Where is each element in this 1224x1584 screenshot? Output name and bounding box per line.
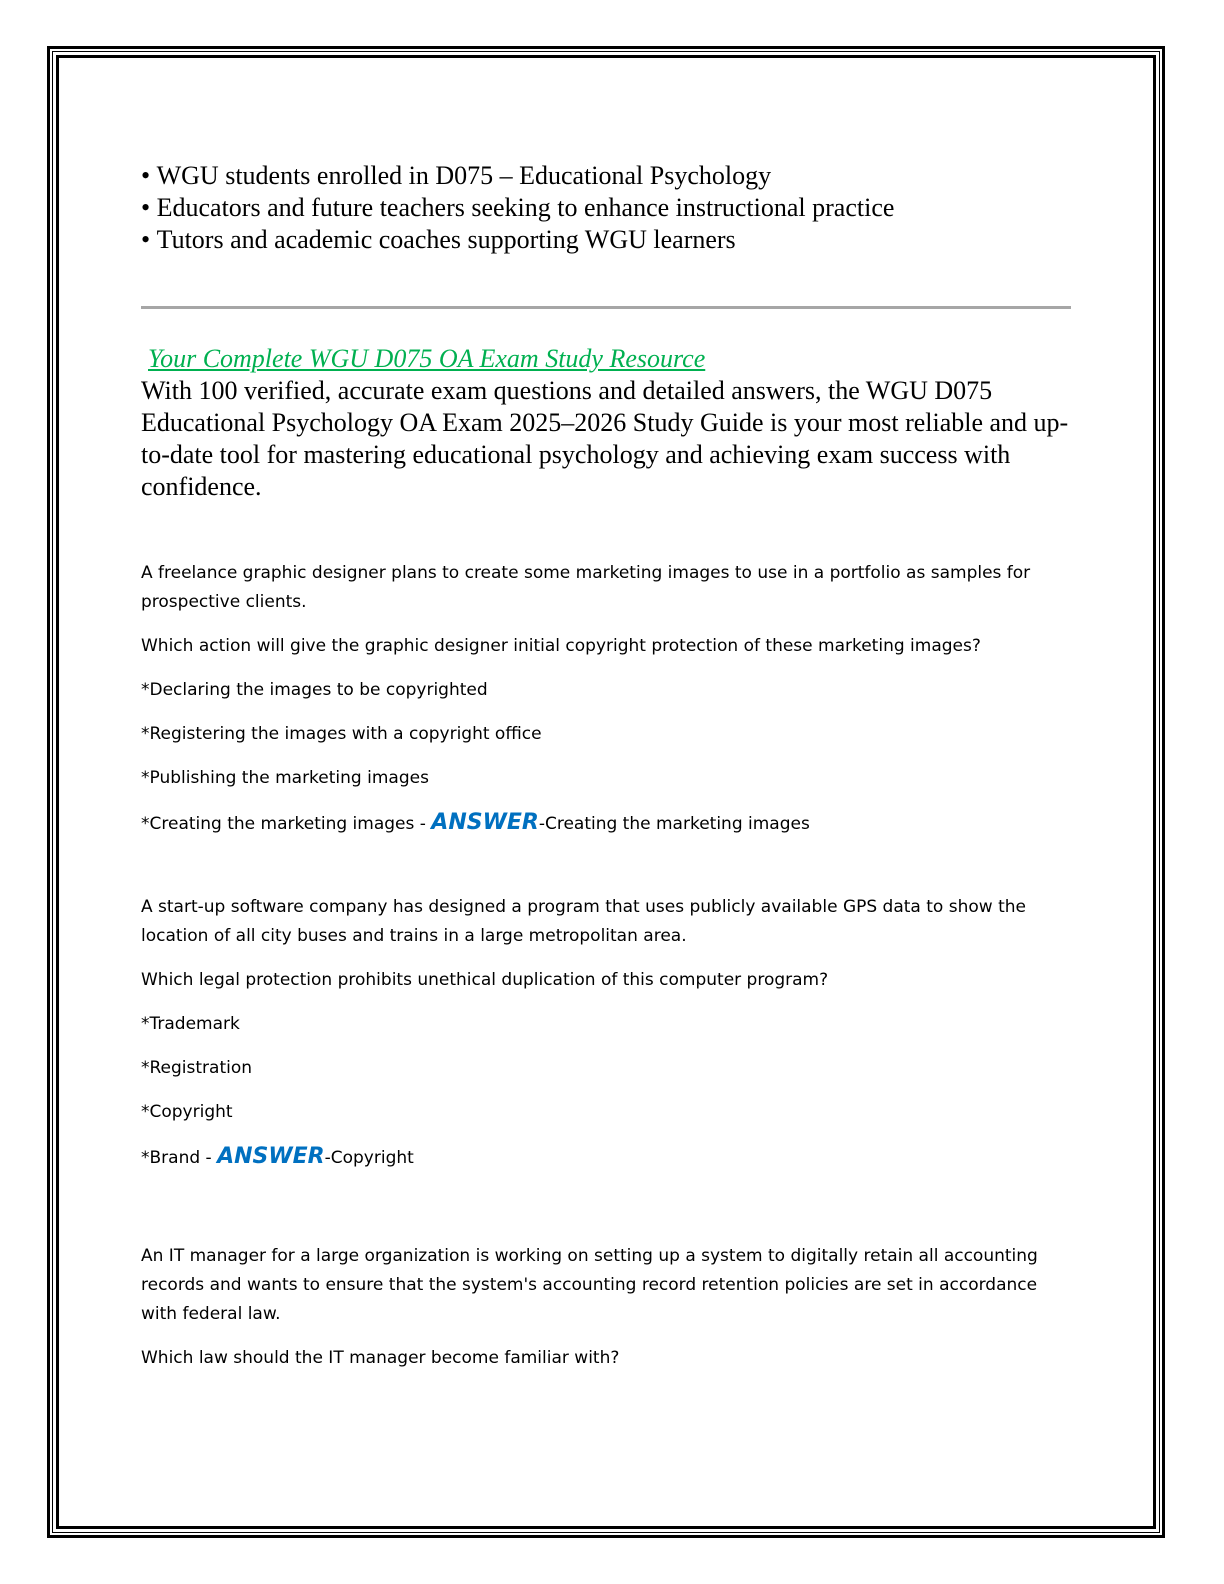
- question-block-1: [141, 559, 1076, 854]
- question-scenario: A start-up software company has designed a program that uses publicly available GPS data to show the location of all city buses and trains in a large metropolitan area.: [141, 897, 1026, 946]
- question-prompt: Which law should the IT manager become familiar with?: [141, 1348, 620, 1368]
- correct-answer: -Creating the marketing images: [538, 814, 810, 834]
- question-scenario: A freelance graphic designer plans to create some marketing images to use in a portfolio as samples for prospective clients.: [141, 563, 1031, 612]
- answer-option-text: *Brand -: [141, 1148, 218, 1168]
- answer-option: *Registering the images with a copyright office: [141, 724, 542, 744]
- answer-label: ANSWER: [217, 1144, 325, 1169]
- answer-option: *Trademark: [141, 1014, 240, 1034]
- audience-item: • WGU students enrolled in D075 – Educational Psychology: [141, 160, 894, 192]
- answer-option: *Publishing the marketing images: [141, 768, 429, 788]
- question-block-3: [141, 1242, 1076, 1388]
- resource-heading: Your Complete WGU D075 OA Exam Study Resource: [148, 344, 706, 373]
- answer-option-with-answer: [141, 808, 1076, 839]
- answer-option-with-answer: [141, 1142, 1076, 1173]
- horizontal-divider: [141, 306, 1071, 309]
- audience-item: • Educators and future teachers seeking to enhance instructional practice: [141, 192, 894, 224]
- correct-answer: -Copyright: [324, 1148, 414, 1168]
- question-prompt: Which legal protection prohibits unethical duplication of this computer program?: [141, 970, 829, 990]
- answer-option: *Declaring the images to be copyrighted: [141, 680, 488, 700]
- audience-item: • Tutors and academic coaches supporting WGU learners: [141, 224, 894, 256]
- question-scenario: An IT manager for a large organization is working on setting up a system to digitally retain all accounting records and wants to ensure that the system's accounting record retention policies are set in accordance with federal law.: [141, 1246, 1038, 1324]
- audience-list: [141, 160, 894, 256]
- resource-description: With 100 verified, accurate exam questions and detailed answers, the WGU D075 Educational Psychology OA Exam 2025–2026 Study Guide is your most reliable and up-to-date tool for mastering educational psychology and achieving exam success with confidence.: [141, 376, 1069, 501]
- answer-option-text: *Creating the marketing images -: [141, 814, 432, 834]
- answer-option: *Copyright: [141, 1102, 233, 1122]
- answer-option: *Registration: [141, 1058, 253, 1078]
- question-prompt: Which action will give the graphic designer initial copyright protection of these marketing images?: [141, 636, 981, 656]
- answer-label: ANSWER: [431, 810, 539, 835]
- question-block-2: [141, 893, 1076, 1188]
